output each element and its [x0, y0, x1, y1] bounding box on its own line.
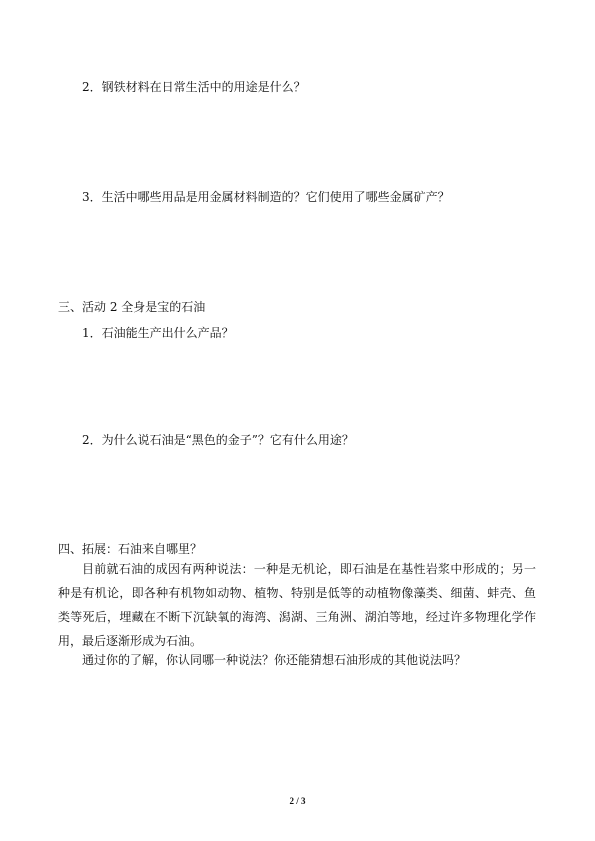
- section-4-heading: 四、拓展：石油来自哪里？: [58, 542, 203, 556]
- page-number: 2 / 3: [289, 796, 306, 806]
- section-3-question-1: 1．石油能生产出什么产品？: [82, 326, 234, 340]
- section-4-paragraph-1: 目前就石油的成因有两种说法：一种是无机论，即石油是在基性岩浆中形成的；另一种是有机论，即各种有机物如动物、植物、特别是低等的动植物像藻类、细菌、蚌壳、鱼类等死后，埋藏在不断下沉缺氧的海湾、潟湖、三角洲、湖泊等地，经过许多物理化学作用，最后逐渐形成为石油。: [58, 562, 536, 648]
- question-3: 3．生活中哪些用品是用金属材料制造的？它们使用了哪些金属矿产？: [82, 190, 450, 204]
- section-3-heading: 三、活动 2 全身是宝的石油: [58, 300, 206, 314]
- section-4-paragraph-2: 通过你的了解，你认同哪一种说法？你还能猜想石油形成的其他说法吗？: [82, 653, 467, 667]
- question-2: 2．钢铁材料在日常生活中的用途是什么？: [82, 80, 306, 94]
- section-3-question-2: 2．为什么说石油是“黑色的金子”？它有什么用途？: [82, 433, 354, 447]
